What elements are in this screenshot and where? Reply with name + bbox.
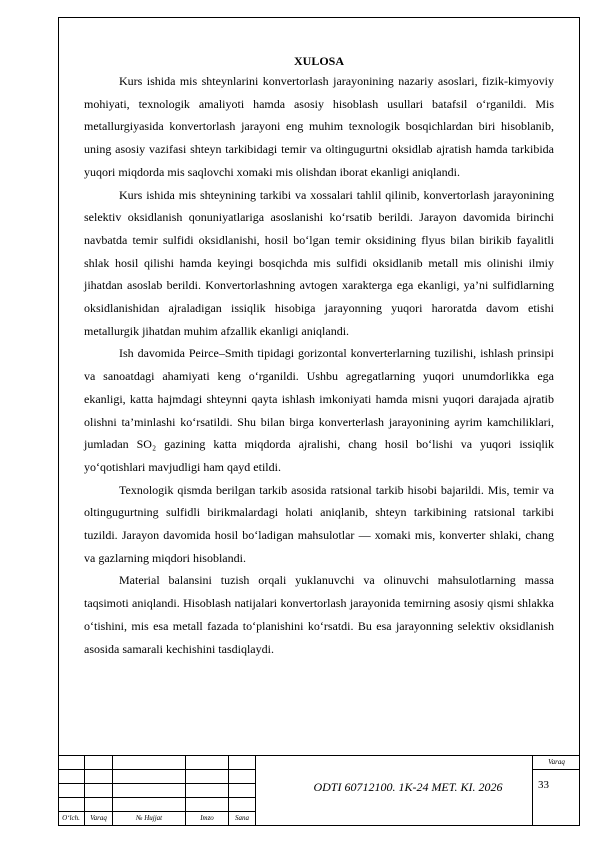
label-imzo: Imzo <box>200 814 214 822</box>
document-body <box>84 54 554 660</box>
sheet-number: 33 <box>538 779 549 791</box>
paragraph-5: Material balansini tuzish orqali yuklanuvchi va olinuvchi mahsulotlarning massa taqsimoti aniqlandi. Hisoblash natijalari konvertorlash jarayonida temirning asosiy qismi shlakka o‘tishini, mis esa metall fazada to‘planishini ko‘rsatdi. Bu esa jarayonning selektiv oksidlanish asosida samarali kechishini tasdiqlaydi. <box>84 573 554 656</box>
document-id: ODTI 60712100. 1K-24 MET. KI. 2026 <box>313 780 503 794</box>
label-varaq: Varaq <box>90 814 107 822</box>
paragraph-3: Ish davomida Peirce–Smith tipidagi gorizontal konverterlarning tuzilishi, ishlash prinsipi va sanoatdagi ahamiyati keng o‘rganildi. Ushbu agregatlarning yuqori unumdorlikka ega ekanligi, katta hajmdagi shteynni qayta ishlash imkoniyati hamda misni yuqori darajada ajratib olishni ta’minlashi ko‘rsatildi. Shu bilan birga konverterlash jarayonining ayrim kamchiliklari, jumladan SO₂ gazining katta miqdorda ajralishi, chang hosil bo‘lishi va yuqori issiqlik yo‘qotishlari mavjudligi ham qayd etildi. <box>84 346 554 474</box>
label-hujjat: № Hujjat <box>135 814 163 822</box>
label-sana: Sana <box>235 814 249 822</box>
paragraph-4: Texnologik qismda berilgan tarkib asosida ratsional tarkib hisobi bajarildi. Mis, temir va oltingugurtning sulfidli birikmalardagi holati aniqlanib, shteyn tarkibining ratsional tarkibi tuzildi. Jarayon davomida hosil bo‘ladigan mahsulotlar — xomaki mis, konverter shlaki, chang va gazlarning miqdori hisoblandi. <box>84 482 554 565</box>
title-block <box>58 755 580 826</box>
label-olch: O‘lch. <box>62 814 80 822</box>
paragraph-2: Kurs ishida mis shteynining tarkibi va xossalari tahlil qilinib, konvertorlash jarayonining selektiv oksidlanish qonuniyatlariga asoslanishi ko‘rsatib berildi. Jarayon davomida birinchi navbatda temir sulfidi oksidlanishi, hosil bo‘lgan temir oksidining flyus bilan birikib fayalitli shlak hosil qilishi hamda keyingi bosqichda mis sulfidi oksidlanib metall mis olinishi ilmiy jihatdan asoslab berildi. Konvertorlashning avtogen xarakterga ega ekanligi, ya’ni sulfidlarning oksidlanishidan ajraladigan issiqlik hisobiga jarayonning yuqori haroratda davom etishi metallurgik jihatdan muhim afzallik ekanligi aniqlandi. <box>84 187 554 338</box>
sheet-label: Varaq <box>548 758 565 766</box>
paragraph-1: Kurs ishida mis shteynlarini konvertorlash jarayonining nazariy asoslari, fizik-kimyoviy mohiyati, texnologik amaliyoti hamda asosiy hisoblash usullari batafsil o‘rganildi. Mis metallurgiyasida konvertorlash jarayoni eng muhim texnologik bosqichlardan biri hisoblanib, uning asosiy vazifasi shteyn tarkibidagi temir va oltingugurtni oksidlab ajratish hamda tarkibida yuqori miqdorda mis saqlovchi xomaki mis olishdan iborat ekanligi aniqlandi. <box>84 74 554 179</box>
section-title: XULOSA <box>293 54 344 68</box>
